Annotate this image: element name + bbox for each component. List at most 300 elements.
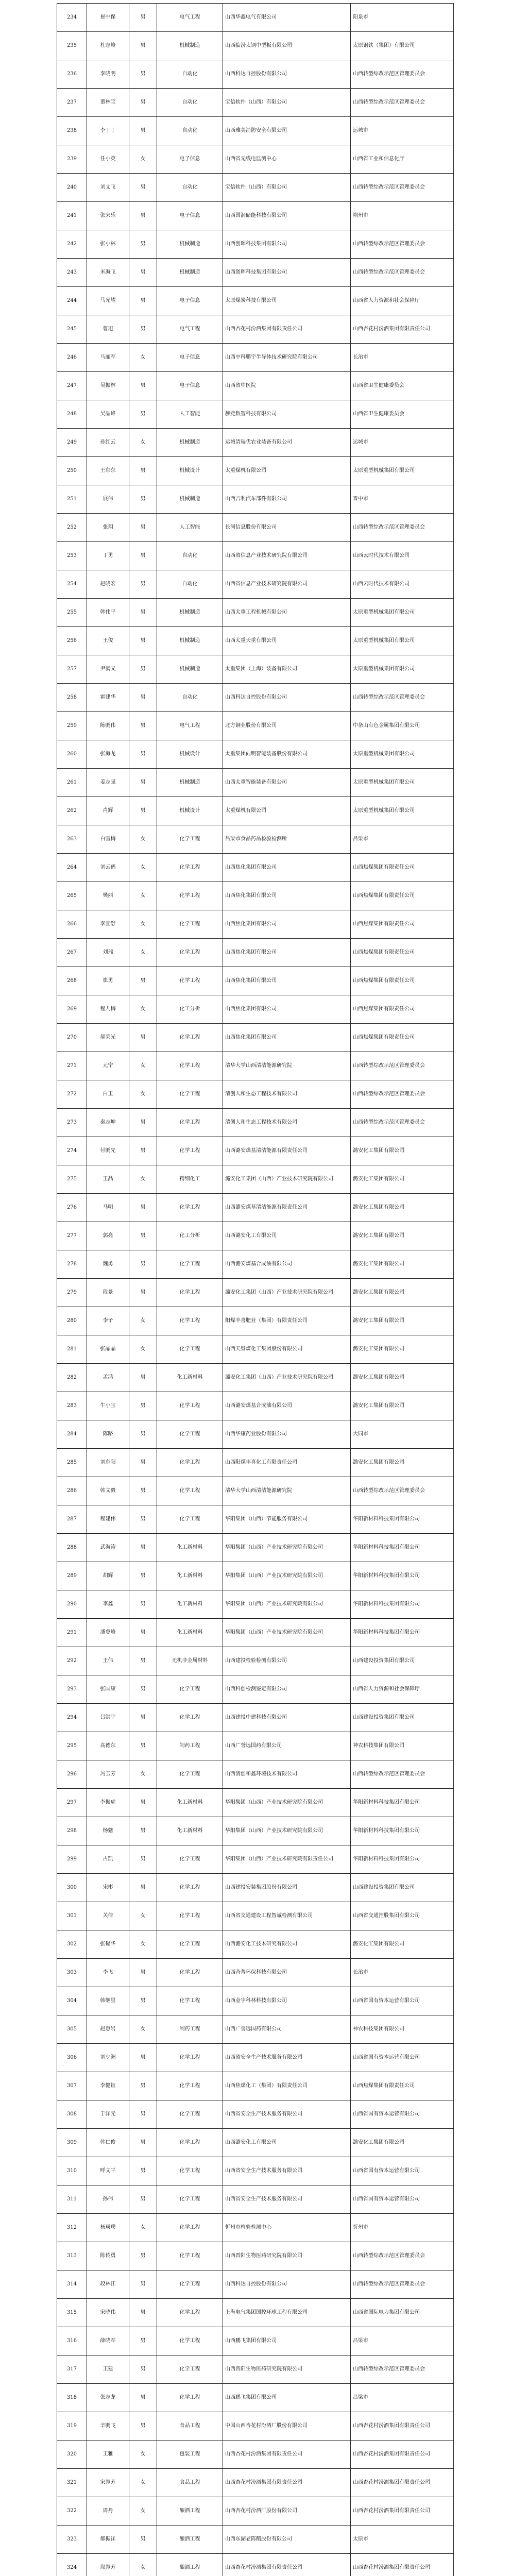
major-cell: 化学工程 [157,939,223,967]
work-unit-cell: 山西潞安煤基清洁能源有限责任公司 [223,1137,351,1165]
work-unit-cell: 山西杏花村汾酒厂股份有限公司 [223,2497,351,2526]
table-row [57,2441,454,2469]
gender-cell: 男 [129,89,157,117]
gender-cell: 男 [129,372,157,400]
table-row [57,259,454,287]
work-unit-cell: 上海电气集团国控环球工程有限公司 [223,2299,351,2327]
table-row [57,1420,454,1449]
row-number-cell: 319 [57,2412,87,2441]
table-row [57,400,454,429]
person-name-cell: 韩仁俊 [87,2129,129,2157]
recommending-unit-cell: 山西转型综改示范区管理委员会 [351,1052,454,1080]
major-cell: 机械制造 [157,485,223,514]
person-name-cell: 郝振洋 [87,2526,129,2554]
recommending-unit-cell: 山西省卫生健康委员会 [351,400,454,429]
recommending-unit-cell: 山西焦煤集团有限责任公司 [351,882,454,910]
recommending-unit-cell: 太原市 [351,2526,454,2554]
recommending-unit-cell: 山西省人力资源和社会保障厅 [351,1675,454,1704]
recommending-unit-cell: 潞安化工集团有限公司 [351,1335,454,1364]
recommending-unit-cell: 山西省国有资本运营有限公司 [351,2185,454,2214]
recommending-unit-cell: 潞安化工集团有限公司 [351,1165,454,1194]
table-row [57,4,454,32]
work-unit-cell: 山西省信息产业技术研究院有限公司 [223,542,351,570]
row-number-cell: 318 [57,2384,87,2412]
recommending-unit-cell: 潞安化工集团有限公司 [351,1222,454,1250]
recommending-unit-cell: 太原重型机械集团有限公司 [351,599,454,627]
gender-cell: 女 [129,2214,157,2242]
table-row [57,1024,454,1052]
table-row [57,599,454,627]
gender-cell: 女 [129,1902,157,1930]
table-row [57,1307,454,1335]
table-row [57,1789,454,1817]
work-unit-cell: 清创人和生态工程技术有限公司 [223,1109,351,1137]
major-cell: 化学工程 [157,2185,223,2214]
gender-cell: 男 [129,1619,157,1647]
work-unit-cell: 山西焦化集团有限公司 [223,995,351,1024]
gender-cell: 男 [129,1137,157,1165]
table-row [57,1392,454,1420]
recommending-unit-cell: 山西焦煤集团有限责任公司 [351,967,454,995]
major-cell: 自动化 [157,684,223,712]
recommending-unit-cell: 山西转型综改示范区管理委员会 [351,1477,454,1505]
person-name-cell: 元宁 [87,1052,129,1080]
row-number-cell: 306 [57,2044,87,2072]
recommending-unit-cell: 山西省卫生健康委员会 [351,372,454,400]
major-cell: 化学工程 [157,1449,223,1477]
row-number-cell: 313 [57,2242,87,2270]
gender-cell: 男 [129,1675,157,1704]
table-row [57,1590,454,1619]
major-cell: 化学工程 [157,2072,223,2100]
gender-cell: 女 [129,825,157,854]
row-number-cell: 317 [57,2355,87,2384]
major-cell: 化学工程 [157,2044,223,2072]
person-name-cell: 李振虎 [87,1789,129,1817]
major-cell: 化学工程 [157,1109,223,1137]
work-unit-cell: 山西东湖老陈醋股份有限公司 [223,2526,351,2554]
major-cell: 化学工程 [157,2270,223,2299]
row-number-cell: 250 [57,457,87,485]
recommending-unit-cell: 山西省国有资本运营有限公司 [351,2100,454,2129]
person-name-cell: 赵晓宏 [87,570,129,599]
person-name-cell: 尹满义 [87,655,129,684]
row-number-cell: 284 [57,1420,87,1449]
table-row [57,2270,454,2299]
row-number-cell: 242 [57,230,87,259]
row-number-cell: 324 [57,2554,87,2576]
table-row [57,2299,454,2327]
work-unit-cell: 山西省安全生产技术服务有限公司 [223,2185,351,2214]
work-unit-cell: 山西科达自控股份有限公司 [223,2270,351,2299]
table-row [57,1534,454,1562]
person-name-cell: 高德东 [87,1732,129,1760]
person-name-cell: 陈传勇 [87,2242,129,2270]
gender-cell: 女 [129,145,157,174]
recommending-unit-cell: 华阳新材料科技集团有限公司 [351,1590,454,1619]
major-cell: 电气工程 [157,315,223,344]
major-cell: 化学工程 [157,1704,223,1732]
row-number-cell: 282 [57,1364,87,1392]
major-cell: 化学工程 [157,1420,223,1449]
gender-cell: 男 [129,315,157,344]
recommending-unit-cell: 山西省国有资本运营有限公司 [351,2044,454,2072]
major-cell: 化工新材料 [157,1789,223,1817]
recommending-unit-cell: 山西转型综改示范区管理委员会 [351,514,454,542]
person-name-cell: 韩文毅 [87,1477,129,1505]
recommending-unit-cell: 山西转型综改示范区管理委员会 [351,2242,454,2270]
table-row [57,882,454,910]
work-unit-cell: 山西华康药业股份有限公司 [223,1420,351,1449]
major-cell: 化学工程 [157,825,223,854]
major-cell: 自动化 [157,117,223,145]
person-name-cell: 王雅 [87,2441,129,2469]
row-number-cell: 315 [57,2299,87,2327]
person-name-cell: 肖辉 [87,797,129,825]
row-number-cell: 246 [57,344,87,372]
person-name-cell: 董林宝 [87,89,129,117]
table-row [57,60,454,89]
work-unit-cell: 山西杏花村汾酒集团有限责任公司 [223,2441,351,2469]
row-number-cell: 291 [57,1619,87,1647]
work-unit-cell: 山西焦化集团有限公司 [223,939,351,967]
major-cell: 电气工程 [157,4,223,32]
recommending-unit-cell: 山西转型综改示范区管理委员会 [351,2270,454,2299]
gender-cell: 男 [129,1959,157,1987]
gender-cell: 男 [129,1647,157,1675]
table-row [57,2185,454,2214]
row-number-cell: 261 [57,769,87,797]
row-number-cell: 270 [57,1024,87,1052]
work-unit-cell: 山西省无线电监测中心 [223,145,351,174]
major-cell: 机械制造 [157,599,223,627]
gender-cell: 男 [129,570,157,599]
gender-cell: 女 [129,1080,157,1109]
row-number-cell: 256 [57,627,87,655]
major-cell: 机械制造 [157,429,223,457]
major-cell: 化工分析 [157,1222,223,1250]
recommending-unit-cell: 山西转型综改示范区管理委员会 [351,89,454,117]
work-unit-cell: 阳煤丰喜肥业（集团）有限责任公司 [223,1307,351,1335]
person-name-cell: 吴喆峰 [87,400,129,429]
major-cell: 人工智能 [157,514,223,542]
major-cell: 机械设计 [157,457,223,485]
table-row [57,202,454,230]
recommending-unit-cell: 华阳新材料科技集团有限公司 [351,1817,454,1845]
gender-cell: 女 [129,882,157,910]
work-unit-cell: 山西阳煤丰喜化工有限责任公司 [223,1449,351,1477]
work-unit-cell: 山西中科鹏宇半导体技术研究院有限公司 [223,344,351,372]
work-unit-cell: 清创人和生态工程技术有限公司 [223,1080,351,1109]
work-unit-cell: 太重集团向明智能装备股份有限公司 [223,740,351,769]
work-unit-cell: 山西焦煤化工（集团）有限责任公司 [223,2072,351,2100]
person-name-cell: 辛鹏飞 [87,2412,129,2441]
recommending-unit-cell: 潞安化工集团有限公司 [351,1307,454,1335]
recommending-unit-cell: 太原重型机械集团有限公司 [351,769,454,797]
table-row [57,2497,454,2526]
work-unit-cell: 山西省安全生产技术服务有限公司 [223,2157,351,2185]
person-name-cell: 吕洪宇 [87,1704,129,1732]
recommending-unit-cell: 华阳新材料科技集团有限公司 [351,1562,454,1590]
gender-cell: 男 [129,4,157,32]
recommending-unit-cell: 山西焦煤集团有限责任公司 [351,939,454,967]
row-number-cell: 283 [57,1392,87,1420]
work-unit-cell: 山西焦化集团有限公司 [223,882,351,910]
major-cell: 化学工程 [157,1930,223,1959]
major-cell: 食品工程 [157,2412,223,2441]
major-cell: 电子信息 [157,287,223,315]
person-name-cell: 陈鹏伟 [87,712,129,740]
table-row [57,2100,454,2129]
work-unit-cell: 山西潞安化工有限公司 [223,1222,351,1250]
work-unit-cell: 潞安化工集团（山西）产业技术研究院有限公司 [223,1364,351,1392]
row-number-cell: 297 [57,1789,87,1817]
person-name-cell: 郭亮 [87,1222,129,1250]
person-name-cell: 任小英 [87,145,129,174]
gender-cell: 女 [129,939,157,967]
table-row [57,740,454,769]
major-cell: 自动化 [157,174,223,202]
major-cell: 电子信息 [157,372,223,400]
gender-cell: 男 [129,514,157,542]
gender-cell: 男 [129,259,157,287]
major-cell: 电子信息 [157,145,223,174]
gender-cell: 男 [129,2526,157,2554]
major-cell: 电子信息 [157,202,223,230]
work-unit-cell: 华阳集团（山西）产业技术研究院有限公司 [223,1590,351,1619]
gender-cell: 女 [129,2015,157,2044]
gender-cell: 男 [129,712,157,740]
gender-cell: 女 [129,2469,157,2497]
major-cell: 化学工程 [157,2129,223,2157]
person-name-cell: 王晶 [87,1165,129,1194]
gender-cell: 男 [129,1534,157,1562]
table-row [57,174,454,202]
work-unit-cell: 山西省交通建设工程智诚检测有限公司 [223,1902,351,1930]
major-cell: 酿酒工程 [157,2497,223,2526]
major-cell: 化学工程 [157,967,223,995]
person-name-cell: 韩伟平 [87,599,129,627]
row-number-cell: 288 [57,1534,87,1562]
work-unit-cell: 山西创晖科技集团有限公司 [223,259,351,287]
gender-cell: 女 [129,1760,157,1789]
table-row [57,1109,454,1137]
gender-cell: 男 [129,2242,157,2270]
table-row [57,315,454,344]
major-cell: 化学工程 [157,2299,223,2327]
gender-cell: 男 [129,797,157,825]
major-cell: 精细化工 [157,1165,223,1194]
work-unit-cell: 太原煤炭科技有限公司 [223,287,351,315]
person-name-cell: 程九梅 [87,995,129,1024]
recommending-unit-cell: 神农科技集团有限公司 [351,2015,454,2044]
work-unit-cell: 山西建投中建科技有限公司 [223,1704,351,1732]
major-cell: 机械设计 [157,740,223,769]
table-row [57,1987,454,2015]
table-row [57,1137,454,1165]
person-name-cell: 李晓明 [87,60,129,89]
work-unit-cell: 山西临汾太钢中型板有限公司 [223,32,351,60]
person-name-cell: 吴振林 [87,372,129,400]
recommending-unit-cell: 山西杏花村汾酒集团有限责任公司 [351,2497,454,2526]
table-row [57,1704,454,1732]
row-number-cell: 286 [57,1477,87,1505]
work-unit-cell: 山西清创和鑫环境技术有限公司 [223,1760,351,1789]
major-cell: 包装工程 [157,2441,223,2469]
table-row [57,769,454,797]
person-name-cell: 薛晓军 [87,2327,129,2355]
row-number-cell: 275 [57,1165,87,1194]
gender-cell: 男 [129,1477,157,1505]
row-number-cell: 277 [57,1222,87,1250]
work-unit-cell: 运城清瑞优农业装备有限公司 [223,429,351,457]
table-row [57,485,454,514]
table-row [57,712,454,740]
major-cell: 化学工程 [157,1902,223,1930]
person-name-cell: 张志龙 [87,2384,129,2412]
recommending-unit-cell: 朔州市 [351,202,454,230]
table-row [57,1902,454,1930]
recommending-unit-cell: 山西杏花村汾酒集团有限责任公司 [351,2469,454,2497]
row-number-cell: 247 [57,372,87,400]
work-unit-cell: 山西科达自控股份有限公司 [223,60,351,89]
work-unit-cell: 山西太重智能装备有限公司 [223,769,351,797]
table-row [57,2469,454,2497]
row-number-cell: 264 [57,854,87,882]
recommending-unit-cell: 山西省国际电力集团有限公司 [351,2299,454,2327]
recommending-unit-cell: 阳泉市 [351,4,454,32]
row-number-cell: 296 [57,1760,87,1789]
recommending-unit-cell: 华阳新材料科技集团有限公司 [351,1845,454,1874]
row-number-cell: 239 [57,145,87,174]
table-row [57,2129,454,2157]
major-cell: 化工新材料 [157,1817,223,1845]
gender-cell: 男 [129,1562,157,1590]
table-row [57,2044,454,2072]
table-row [57,1562,454,1590]
gender-cell: 男 [129,2129,157,2157]
person-name-cell: 杜志峰 [87,32,129,60]
major-cell: 化学工程 [157,1194,223,1222]
person-name-cell: 崔中保 [87,4,129,32]
work-unit-cell: 山西太重天重有限公司 [223,627,351,655]
person-name-cell: 张宋乐 [87,202,129,230]
work-unit-cell: 山西科达自控股份有限公司 [223,684,351,712]
row-number-cell: 245 [57,315,87,344]
row-number-cell: 309 [57,2129,87,2157]
person-name-cell: 王东东 [87,457,129,485]
recommending-unit-cell: 吕梁市 [351,2384,454,2412]
table-row [57,2554,454,2576]
row-number-cell: 300 [57,1874,87,1902]
row-number-cell: 316 [57,2327,87,2355]
recommending-unit-cell: 吕梁市 [351,825,454,854]
table-row [57,1505,454,1534]
recommending-unit-cell: 山西建设投资集团有限公司 [351,1647,454,1675]
recommending-unit-cell: 华阳新材料科技集团有限公司 [351,1789,454,1817]
recommending-unit-cell: 运城市 [351,117,454,145]
recommending-unit-cell: 潞安化工集团有限公司 [351,1364,454,1392]
table-row [57,344,454,372]
gender-cell: 男 [129,287,157,315]
work-unit-cell: 山西天脊煤化工集团股份有限公司 [223,1335,351,1364]
work-unit-cell: 山西鹏飞集团有限公司 [223,2384,351,2412]
person-name-cell: 马丽军 [87,344,129,372]
work-unit-cell: 山西潞安煤基清洁能源有限责任公司 [223,1194,351,1222]
major-cell: 自动化 [157,570,223,599]
row-number-cell: 237 [57,89,87,117]
gender-cell: 男 [129,2270,157,2299]
work-unit-cell: 华阳集团（山西）产业技术研究院有限责任公司 [223,1845,351,1874]
person-name-cell: 呼文平 [87,2157,129,2185]
table-row [57,825,454,854]
gender-cell: 男 [129,230,157,259]
work-unit-cell: 山西雅美消防安全有限公司 [223,117,351,145]
table-row [57,1477,454,1505]
recommending-unit-cell: 山西云时代技术有限公司 [351,542,454,570]
person-name-cell: 陈路 [87,1420,129,1449]
table-row [57,457,454,485]
major-cell: 化工新材料 [157,1619,223,1647]
table-row [57,797,454,825]
major-cell: 机械制造 [157,230,223,259]
row-number-cell: 265 [57,882,87,910]
recommending-unit-cell: 华阳新材料科技集团有限公司 [351,1619,454,1647]
table-row [57,1817,454,1845]
row-number-cell: 289 [57,1562,87,1590]
table-row [57,1165,454,1194]
row-number-cell: 268 [57,967,87,995]
work-unit-cell: 山西太重工程机械有限公司 [223,599,351,627]
row-number-cell: 251 [57,485,87,514]
gender-cell: 男 [129,1222,157,1250]
major-cell: 人工智能 [157,400,223,429]
major-cell: 化学工程 [157,1987,223,2015]
work-unit-cell: 华阳集团（山西）节能服务有限公司 [223,1505,351,1534]
recommending-unit-cell: 山西焦煤集团有限责任公司 [351,2072,454,2100]
gender-cell: 男 [129,2384,157,2412]
recommending-unit-cell: 潞安化工集团有限公司 [351,1137,454,1165]
person-name-cell: 崔勇 [87,967,129,995]
recommending-unit-cell: 山西省工业和信息化厅 [351,145,454,174]
work-unit-cell: 北方铜业股份有限公司 [223,712,351,740]
gender-cell: 男 [129,202,157,230]
person-name-cell: 孙红云 [87,429,129,457]
gender-cell: 女 [129,1052,157,1080]
work-unit-cell: 山西焦化集团有限公司 [223,854,351,882]
major-cell: 化学工程 [157,1760,223,1789]
gender-cell: 男 [129,769,157,797]
gender-cell: 男 [129,1845,157,1874]
table-row [57,1052,454,1080]
gender-cell: 男 [129,457,157,485]
person-name-cell: 刘东阳 [87,1449,129,1477]
major-cell: 机械制造 [157,769,223,797]
row-number-cell: 321 [57,2469,87,2497]
row-number-cell: 305 [57,2015,87,2044]
major-cell: 化学工程 [157,1024,223,1052]
work-unit-cell: 华阳集团（山西）产业技术研究院有限公司 [223,1789,351,1817]
person-name-cell: 展伟 [87,485,129,514]
gender-cell: 男 [129,1987,157,2015]
major-cell: 机械制造 [157,627,223,655]
table-row [57,967,454,995]
work-unit-cell: 山西潞安煤基合成油有限公司 [223,1392,351,1420]
row-number-cell: 312 [57,2214,87,2242]
major-cell: 化学工程 [157,1477,223,1505]
gender-cell: 男 [129,2327,157,2355]
gender-cell: 男 [129,2100,157,2129]
